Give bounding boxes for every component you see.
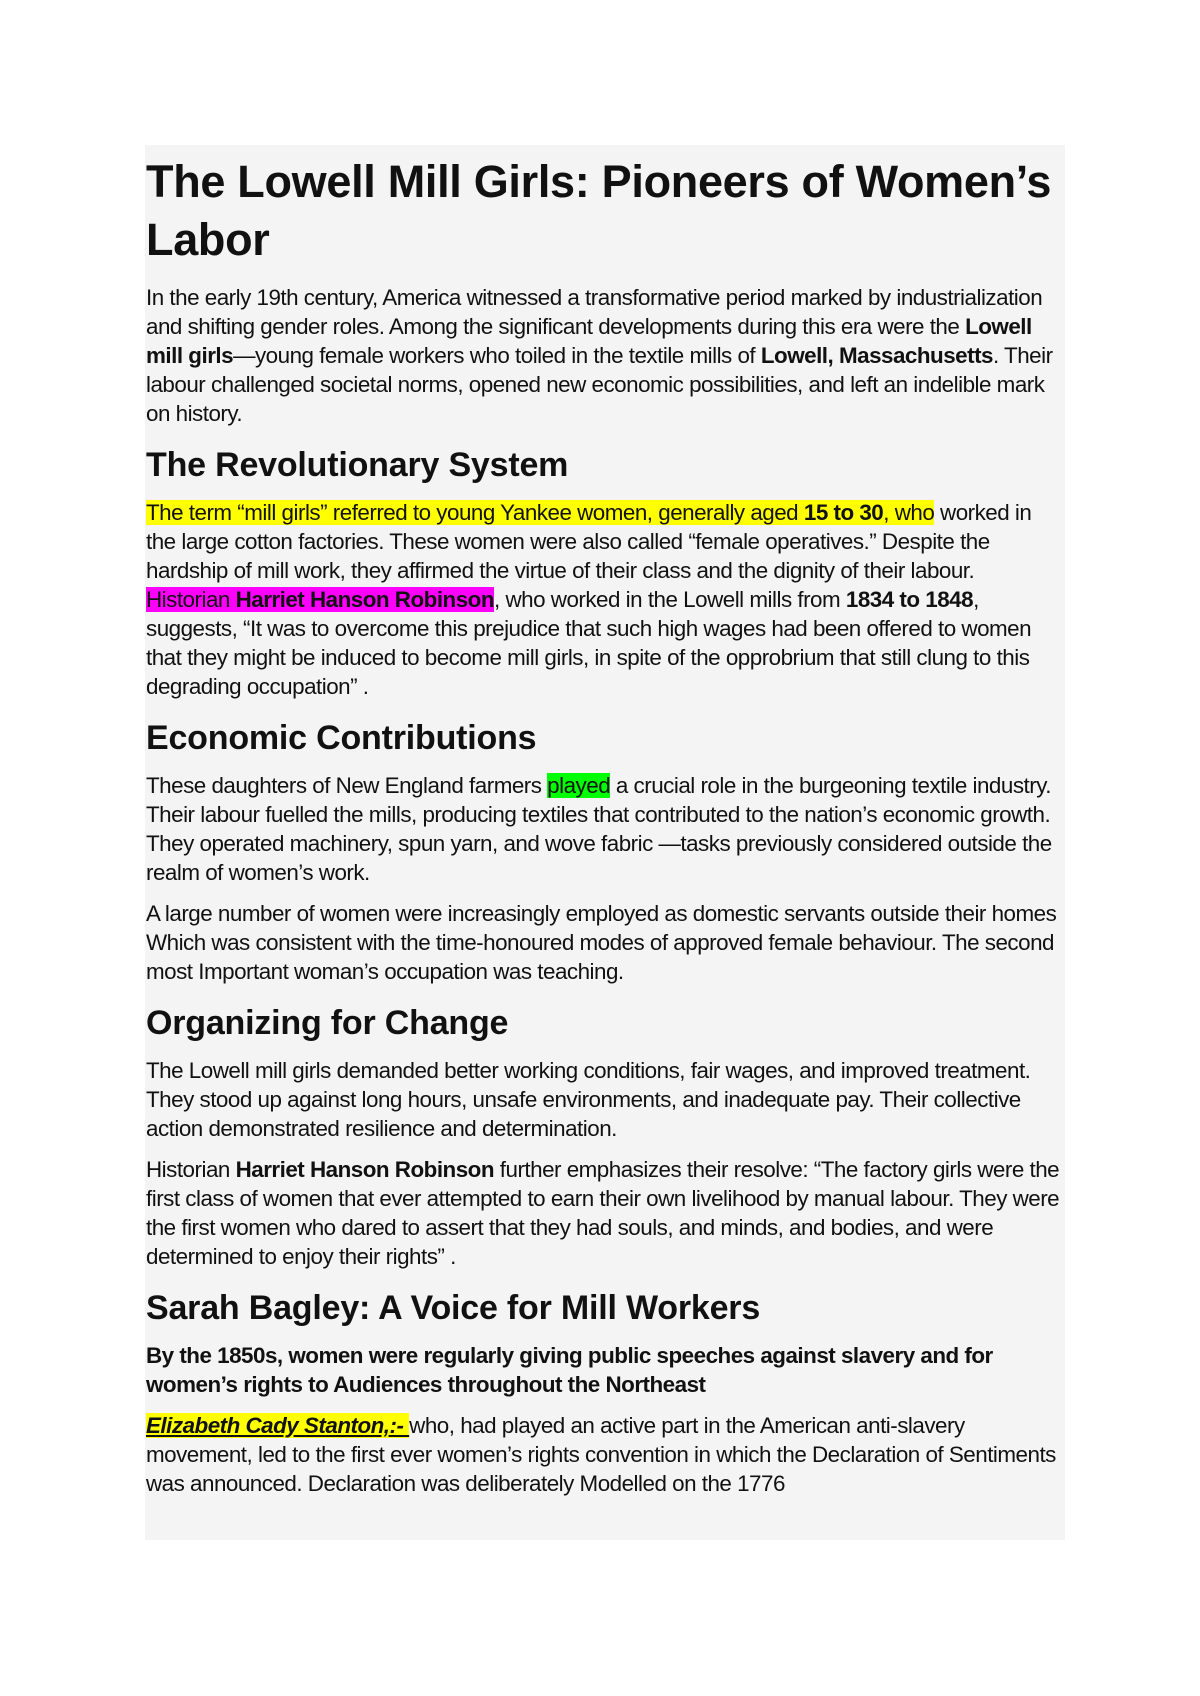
intro-text-3: . Their labour challenged societal norms, opened new economic possibilities, and left an indelible mark on history. — [146, 343, 1053, 426]
section-heading-sarah-bagley: Sarah Bagley: A Voice for Mill Workers — [146, 1289, 761, 1327]
document-content — [145, 145, 1065, 1498]
organizing-paragraph-2 — [146, 1155, 1063, 1271]
paragraph-text-1: who, had played an active part in the American anti-slavery movement, led to the first ever women’s rights convention in which the Declaration of Sentiments was announced. Declaration was deliberately Modelled on the 1776 — [146, 1413, 1056, 1496]
economic-contributions-paragraph-2: A large number of women were increasingly employed as domestic servants outside their homes Which was consistent with the time-honoured modes of approved female behaviour. The second most Important woman’s occupation was teaching. — [146, 901, 1057, 984]
intro-text-2: —young female workers who toiled in the textile mills of — [233, 343, 761, 368]
highlight-bold-age-range: 15 to 30 — [803, 500, 884, 525]
highlight-text: The term “mill girls” referred to young Yankee women, generally aged — [146, 500, 804, 525]
magenta-highlight-historian — [146, 587, 494, 612]
document-title: The Lowell Mill Girls: Pioneers of Women’s Labor — [146, 156, 1052, 265]
yellow-highlight-stanton-name: Elizabeth Cady Stanton,:- — [146, 1413, 410, 1438]
bold-years: 1834 to 1848 — [845, 587, 974, 612]
intro-text-1: In the early 19th century, America witnessed a transformative period marked by industrialization and shifting gender roles. Among the significant developments during this era were the — [146, 285, 1043, 339]
section-heading-revolutionary-system: The Revolutionary System — [146, 446, 569, 484]
paragraph-text-1: These daughters of New England farmers — [146, 773, 548, 798]
paragraph-text-1: worked in the large cotton factories. These women were also called “female operatives.” Despite the hardship of mill work, they affirmed the virtue of their class and the dignity of their labour. — [146, 500, 1032, 583]
intro-bold-lowell-mill-girls: Lowell mill girls — [146, 314, 1032, 368]
stanton-paragraph — [146, 1411, 1063, 1498]
revolutionary-system-paragraph — [146, 498, 1063, 701]
paragraph-text-1: Historian — [146, 1157, 236, 1182]
intro-bold-lowell-massachusetts: Lowell, Massachusetts — [760, 343, 994, 368]
paragraph-text-2: a crucial role in the burgeoning textile industry. Their labour fuelled the mills, producing textiles that contributed to the nation’s economic growth. They operated machinery, spun yarn, and wove fabric —tasks previously considered outside the realm of women’s work. — [146, 773, 1052, 885]
highlight-text-end: , who — [883, 500, 935, 525]
green-highlight-played: played — [547, 773, 611, 798]
bold-historian-name: Harriet Hanson Robinson — [235, 1157, 495, 1182]
economic-contributions-paragraph-1 — [146, 771, 1063, 887]
section-heading-economic-contributions: Economic Contributions — [146, 719, 537, 757]
paragraph-text-2: further emphasizes their resolve: “The factory girls were the first class of women that ever attempted to earn their own livelihood by manual labour. They were the first women who dared to assert that they had souls, and minds, and bodies, and were determined to enjoy their rights” . — [146, 1157, 1060, 1269]
document-page — [145, 145, 1065, 1540]
yellow-highlight-mill-girls — [146, 500, 934, 525]
highlight-bold-historian-name: Harriet Hanson Robinson — [235, 587, 495, 612]
paragraph-text-2: , who worked in the Lowell mills from — [494, 587, 846, 612]
organizing-paragraph-1: The Lowell mill girls demanded better working conditions, fair wages, and improved treatment. They stood up against long hours, unsafe environments, and inadequate pay. Their collective action demonstrated resilience and determination. — [146, 1058, 1031, 1141]
section-heading-organizing-for-change: Organizing for Change — [146, 1004, 509, 1042]
paragraph-text-3: , suggests, “It was to overcome this prejudice that such high wages had been offered to women that they might be induced to become mill girls, in spite of the opprobrium that still clung to this degrading occupation” . — [146, 587, 1032, 699]
highlight-text: Historian — [146, 587, 236, 612]
sarah-bagley-bold-paragraph: By the 1850s, women were regularly giving public speeches against slavery and for women’s rights to Audiences throughout the Northeast — [146, 1343, 993, 1397]
intro-paragraph — [146, 283, 1063, 428]
